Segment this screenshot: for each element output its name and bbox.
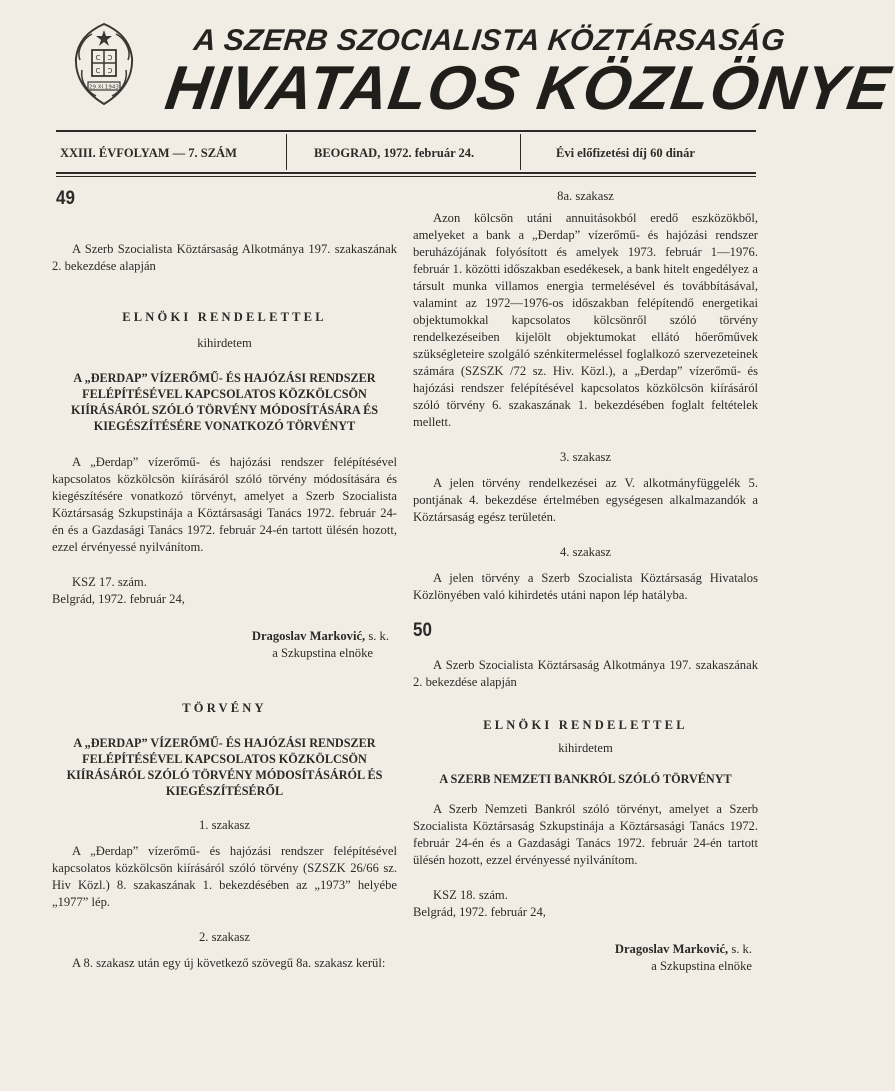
law-heading: TÖRVÉNY <box>182 701 267 715</box>
header-rule-bottom <box>56 172 756 174</box>
meta-divider-2 <box>520 134 521 170</box>
doc50-signatory <box>413 941 758 958</box>
doc49-basis: A Szerb Szocialista Köztársaság Alkotmánya 197. szakaszának 2. bekezdése alapján <box>52 242 397 273</box>
doc49-place-date: Belgrád, 1972. február 24, <box>52 592 185 606</box>
coat-of-arms-icon <box>70 20 138 108</box>
doc49-body: A „Đerdap” vízerőmű- és hajózási rendszer felépítésével kapcsolatos közkölcsön kiírásáról szóló törvény módosítására és kiegészítésére vonatkozó törvényt, amelyet a Szerb Szocialista Köztársaság Szkupstinája a Köztársasági Tanács 1972. február 24-én és a Gazdasági Tanács 1972. február 24-én tartott ülésén hozott, ezzel érvényessé nyilvánítom. <box>52 455 397 554</box>
doc50-ksz: KSZ 18. szám. <box>433 888 508 902</box>
doc49-proclaimed: kihirdetem <box>197 336 252 350</box>
section-1-heading: 1. szakasz <box>198 818 251 832</box>
section-3-body: A jelen törvény rendelkezései az V. alkotmányfüggelék 5. pontjának 4. bekezdése értelmében egységesen alkalmazandók a Köztársaság egész területén. <box>413 476 758 524</box>
meta-divider-1 <box>286 134 287 170</box>
volume-number: XXIII. ÉVFOLYAM — 7. SZÁM <box>60 146 237 160</box>
doc49-signatory <box>52 628 397 645</box>
document-number-49: 49 <box>56 186 75 209</box>
doc50-body: A Szerb Nemzeti Bankról szóló törvényt, amelyet a Szerb Szocialista Köztársaság Szkupstinája a Köztársasági Tanács 1972. február 24-én és a Gazdasági Tanács 1972. február 24-én tartott ülésén hozott, ezzel érvényessé nyilvánítom. <box>413 802 758 867</box>
issue-place-date: BEOGRAD, 1972. február 24. <box>314 146 475 160</box>
doc49-signatory-name: Dragoslav Marković, <box>251 629 366 643</box>
doc50-decree-heading: ELNÖKI RENDELETTEL <box>483 718 688 732</box>
doc50-proclaimed: kihirdetem <box>558 741 613 755</box>
section-4-heading: 4. szakasz <box>559 545 612 559</box>
masthead-title-line2: HIVATALOS KÖZLÖNYE <box>161 54 895 123</box>
subscription-price: Évi előfizetési díj 60 dinár <box>556 146 695 160</box>
svg-text:C: C <box>95 54 101 62</box>
left-column <box>52 188 397 972</box>
doc50-basis: A Szerb Szocialista Köztársaság Alkotmánya 197. szakaszának 2. bekezdése alapján <box>413 658 758 689</box>
doc49-decree-heading: ELNÖKI RENDELETTEL <box>122 310 327 324</box>
masthead-title-line1: A SZERB SZOCIALISTA KÖZTÁRSASÁG <box>192 24 787 57</box>
document-number-50: 50 <box>413 618 432 641</box>
section-8a-body: Azon kölcsön utáni annuitásokból eredő eszközökből, amelyeket a bank a „Đerdap” vízerőmű- és hajózási rendszer beruházójának folyósított és amelyek 1973. február 1—1976. február 1. közötti időszakban esedékesek, a bank hitelt engedélyez a társult munka villamos energia termelésével és továbbításával, valamint az 1972—1976-os időszakban felépítendő energetikai objektumokkal kapcsolatos kölcsönről szóló törvény rendelkezéseiben kijelölt objektumokat ellátó hőerőművek szükségleteire szolgáló szénkitermeléssel foglalkozó szervezeteinek számára (SZSZK /72 sz. Hiv. Közl.), a „Đerdap” vízerőmű- és hajózási rendszer felépítésével kapcsolatos közkölcsön kiírásáról szóló törvény 6. szakaszának 1. bekezdésében foglalt feltételek mellett. <box>413 211 758 429</box>
doc50-title: A SZERB NEMZETI BANKRÓL SZÓLÓ TÖRVÉNYT <box>439 772 732 786</box>
section-3-heading: 3. szakasz <box>559 450 612 464</box>
section-8a-heading: 8a. szakasz <box>557 189 614 203</box>
right-column <box>413 188 758 975</box>
emblem-date: 29.XI.1943 <box>89 84 119 91</box>
svg-text:Ɔ: Ɔ <box>107 54 113 62</box>
doc50-signatory-name: Dragoslav Marković, <box>614 942 729 956</box>
doc49-signatory-suffix: s. k. <box>365 629 389 643</box>
section-4-body: A jelen törvény a Szerb Szocialista Köztársaság Hivatalos Közlönyében való kihirdetés utáni napon lép hatályba. <box>413 571 758 602</box>
section-1-body: A „Đerdap” vízerőmű- és hajózási rendszer felépítésével kapcsolatos közkölcsön kiírásáról szóló törvény (SZSZK 26/66 sz. Hiv Közl.) 8. szakaszának 1. bekezdésében az „1973” helyébe „1977” lép. <box>52 844 397 909</box>
law-title: A „ĐERDAP” VÍZERŐMŰ- ÉS HAJÓZÁSI RENDSZER FELÉPÍTÉSÉVEL KAPCSOLATOS KÖZKÖLCSÖN KIÍRÁSÁRÓL SZÓLÓ TÖRVÉNY MÓDOSÍTÁSÁRÓL ÉS KIEGÉSZÍTÉSÉRŐL <box>66 736 383 798</box>
doc49-ksz: KSZ 17. szám. <box>72 575 147 589</box>
doc50-signatory-role: a Szkupstina elnöke <box>651 959 752 973</box>
svg-text:Ɔ: Ɔ <box>107 67 113 75</box>
doc50-signatory-suffix: s. k. <box>728 942 752 956</box>
header-rule-top <box>56 130 756 132</box>
section-2-body: A 8. szakasz után egy új következő szövegű 8a. szakasz kerül: <box>72 956 386 970</box>
svg-text:C: C <box>95 67 101 75</box>
doc50-place-date: Belgrád, 1972. február 24, <box>413 905 546 919</box>
doc49-signatory-role: a Szkupstina elnöke <box>272 646 373 660</box>
section-2-heading: 2. szakasz <box>198 930 251 944</box>
header-rule-bottom-thin <box>56 176 756 177</box>
doc49-title: A „ĐERDAP” VÍZERŐMŰ- ÉS HAJÓZÁSI RENDSZER FELÉPÍTÉSÉVEL KAPCSOLATOS KÖZKÖLCSÖN KIÍRÁSÁRÓL SZÓLÓ TÖRVÉNY MÓDOSÍTÁSÁRA ÉS KIEGÉSZÍTÉSÉRE VONATKOZÓ TÖRVÉNYT <box>70 371 379 433</box>
